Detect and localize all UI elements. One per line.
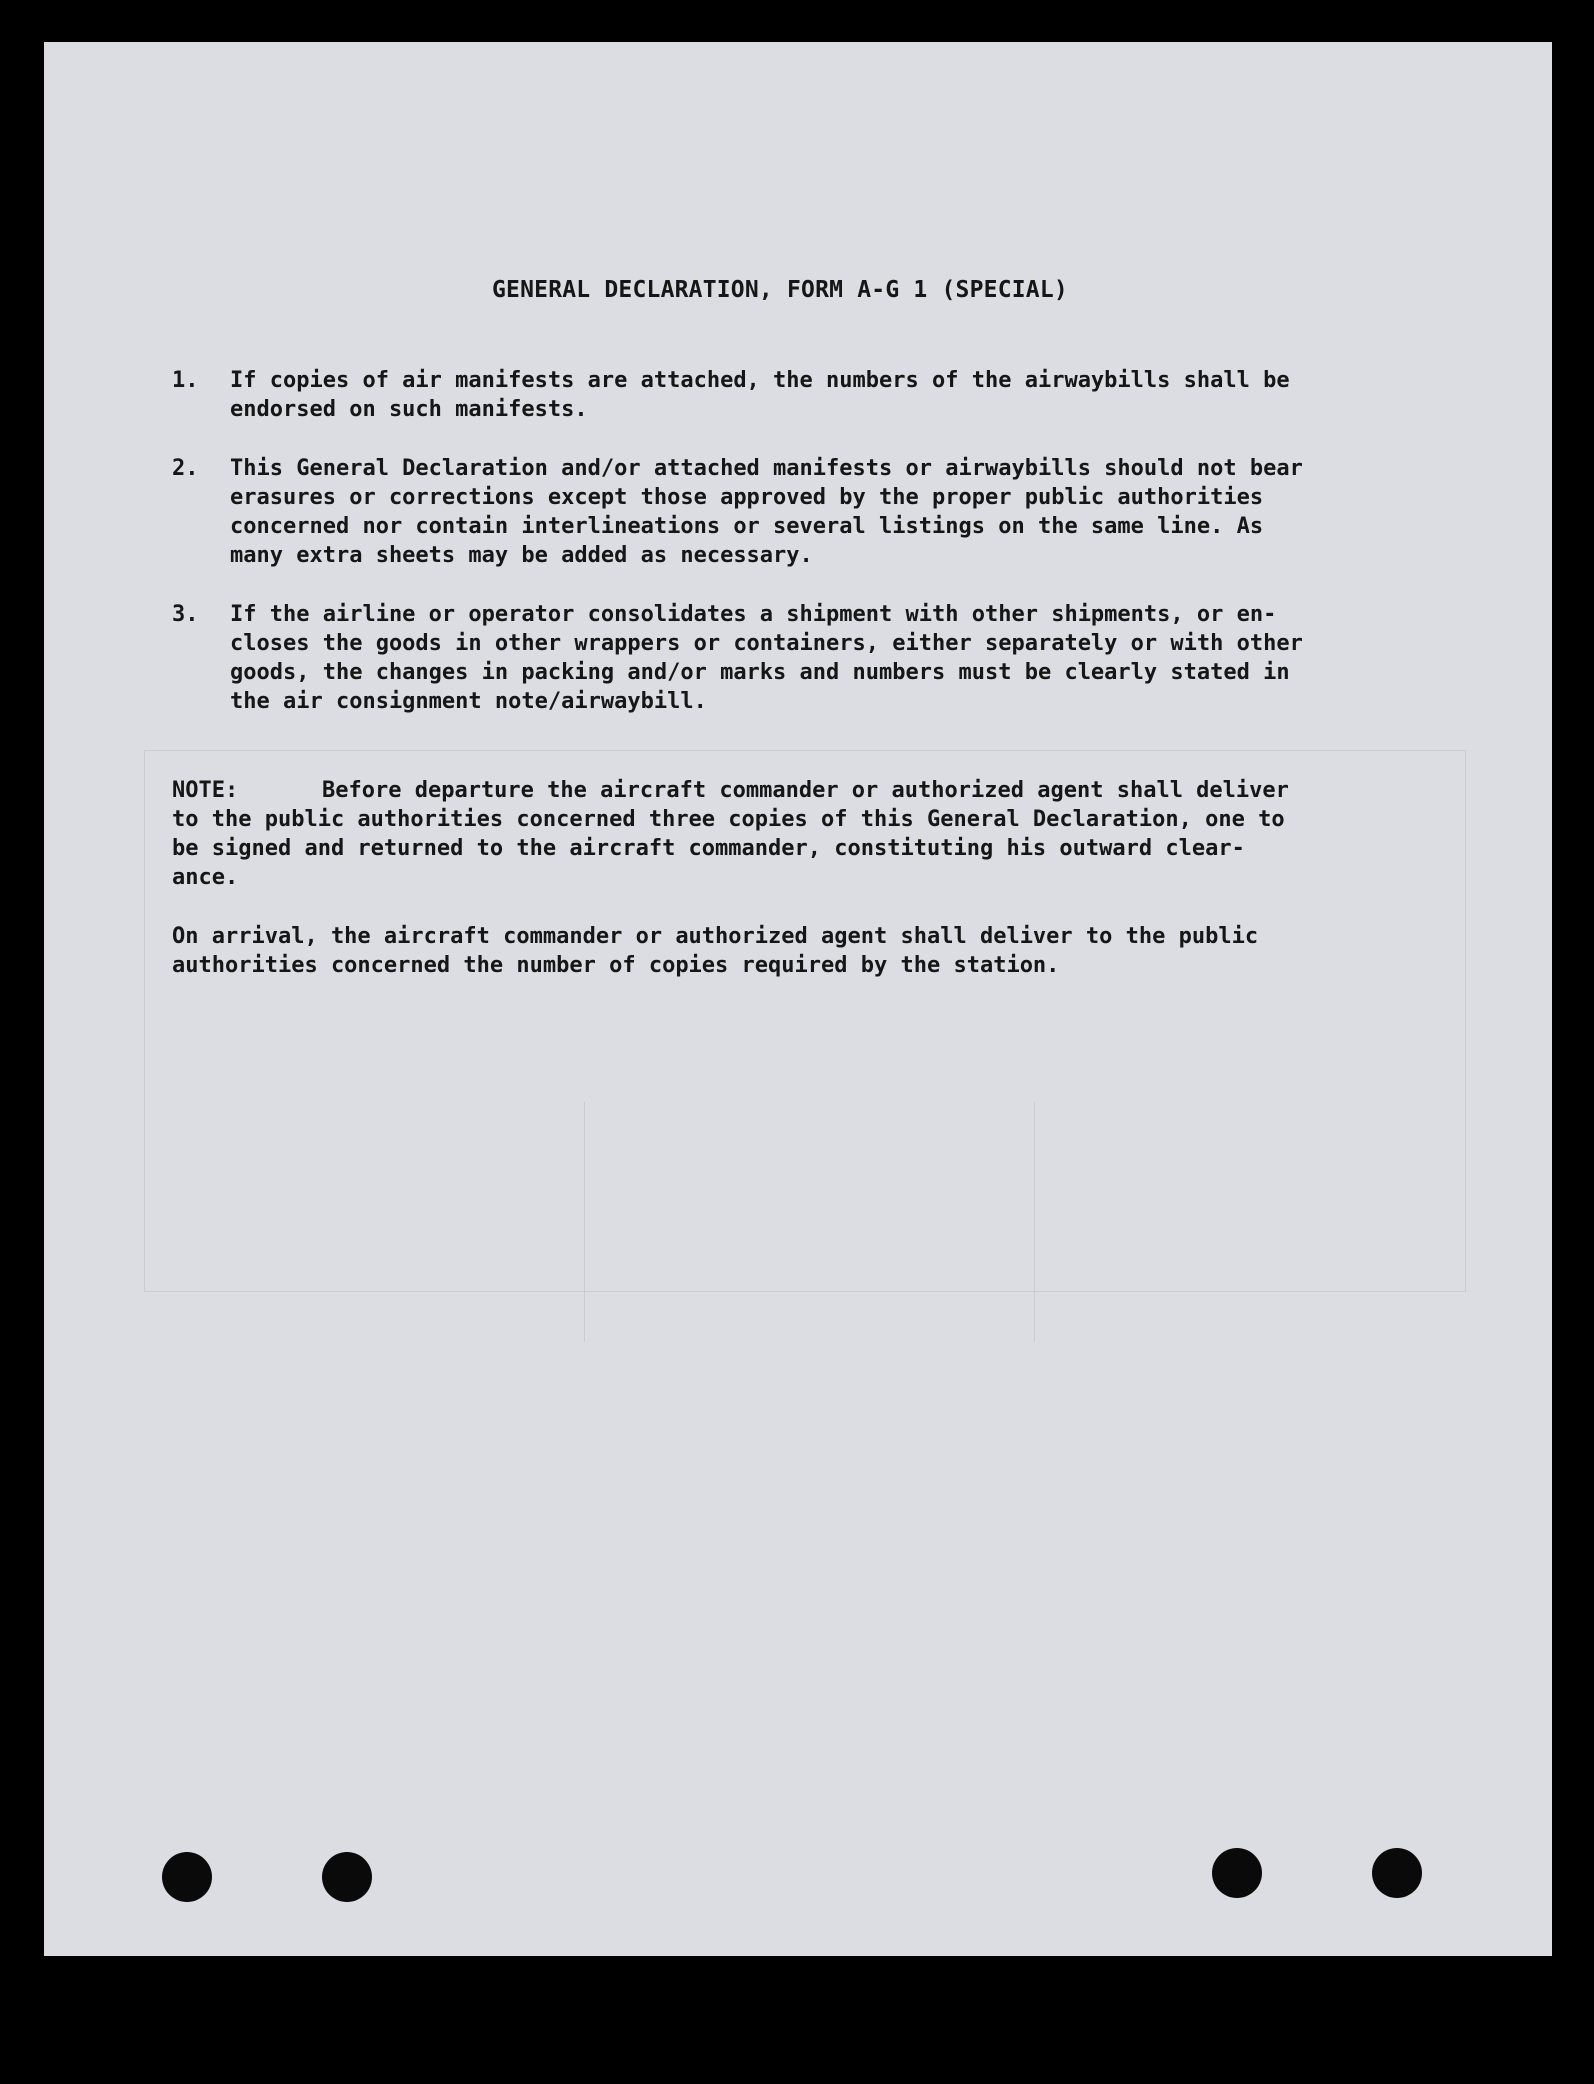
text-line: This General Declaration and/or attached manifests or airwaybills should not bear	[230, 456, 1303, 481]
text-line: On arrival, the aircraft commander or authorized agent shall deliver to the public	[172, 924, 1259, 949]
list-item-number: 1.	[172, 368, 199, 393]
punch-hole	[162, 1852, 212, 1902]
text-line: endorsed on such manifests.	[230, 397, 588, 422]
page-title: GENERAL DECLARATION, FORM A-G 1 (SPECIAL)	[492, 277, 1068, 303]
text-line: closes the goods in other wrappers or containers, either separately or with other	[230, 631, 1303, 656]
bleed-through-line	[584, 1102, 585, 1342]
text-line: ance.	[172, 865, 239, 890]
text-line: authorities concerned the number of copies required by the station.	[172, 953, 1060, 978]
text-line: goods, the changes in packing and/or marks and numbers must be clearly stated in	[230, 660, 1290, 685]
text-line: many extra sheets may be added as necessary.	[230, 543, 813, 568]
punch-hole	[1372, 1848, 1422, 1898]
bleed-through-line	[1034, 1102, 1035, 1342]
note-first-line: Before departure the aircraft commander or authorized agent shall deliver	[322, 778, 1289, 803]
list-item-text	[230, 454, 1430, 570]
text-line	[172, 776, 1432, 805]
list-item-text	[230, 600, 1430, 716]
text-line: concerned nor contain interlineations or several listings on the same line. As	[230, 514, 1264, 539]
punch-hole	[322, 1852, 372, 1902]
note-paragraph	[172, 776, 1432, 892]
list-item-number: 3.	[172, 602, 199, 627]
text-line: to the public authorities concerned three copies of this General Declaration, one to	[172, 807, 1285, 832]
list-item-text	[230, 366, 1430, 424]
text-line: be signed and returned to the aircraft commander, constituting his outward clear-	[172, 836, 1245, 861]
document-page	[44, 42, 1552, 1956]
text-line: If copies of air manifests are attached, the numbers of the airwaybills shall be	[230, 368, 1290, 393]
text-line: erasures or corrections except those approved by the proper public authorities	[230, 485, 1264, 510]
text-line: If the airline or operator consolidates a shipment with other shipments, or en-	[230, 602, 1277, 627]
punch-hole	[1212, 1848, 1262, 1898]
list-item-number: 2.	[172, 456, 199, 481]
note-label: NOTE:	[172, 778, 239, 803]
text-line: the air consignment note/airwaybill.	[230, 689, 707, 714]
arrival-paragraph	[172, 922, 1432, 980]
